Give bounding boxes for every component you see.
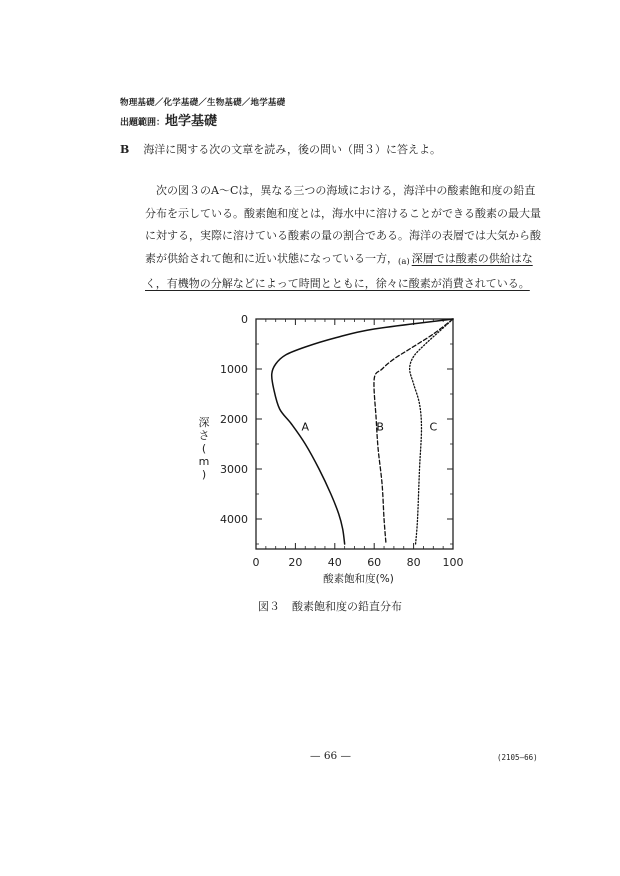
underlined-text-1: 深層では酸素の供給はな	[411, 251, 533, 265]
underline-tag-a: (a)	[398, 256, 410, 267]
question-letter: B	[120, 143, 130, 156]
passage-line-2: 分布を示している。酸素飽和度とは，海水中に溶けることができる酸素の最大量	[145, 206, 541, 220]
x-tick-label: 60	[367, 556, 382, 569]
x-tick-label: 40	[327, 556, 342, 569]
scope-label: 出題範囲：	[120, 118, 166, 128]
subjects-header: 物理基礎／化学基礎／生物基礎／地学基礎	[120, 98, 286, 108]
page-code: (2105—66)	[497, 753, 538, 762]
plot-frame	[256, 319, 453, 549]
x-tick-label: 20	[288, 556, 303, 569]
y-tick-label: 1000	[220, 363, 248, 376]
y-tick-label: 4000	[220, 513, 248, 526]
series-label-A: A	[301, 420, 310, 434]
y-axis-label: 深さ( m )	[198, 416, 210, 481]
passage-line-5: く，有機物の分解などによって時間とともに，徐々に酸素が消費されている。	[145, 277, 530, 291]
x-tick-label: 80	[406, 556, 421, 569]
figure-caption	[258, 598, 402, 614]
figure-number: 図３	[258, 600, 280, 613]
y-tick-label: 2000	[220, 413, 248, 426]
x-axis-label: 酸素飽和度(%)	[323, 573, 394, 585]
x-tick-label: 0	[252, 556, 260, 569]
series-label-B: B	[376, 420, 384, 434]
figure-title: 酸素飽和度の鉛直分布	[292, 600, 402, 613]
scope-value: 地学基礎	[165, 114, 218, 129]
series-line-A	[272, 319, 453, 544]
x-tick-label: 100	[442, 556, 464, 569]
passage-line-4-plain: 素が供給されて飽和に近い状態になっている一方，	[145, 251, 398, 265]
passage-line-1: 次の図３のA～Cは，異なる三つの海域における，海洋中の酸素飽和度の鉛直	[156, 184, 536, 197]
question-intro: 海洋に関する次の文章を読み，後の問い（問３）に答えよ。	[143, 143, 441, 156]
series-label-C: C	[429, 420, 438, 434]
y-tick-label: 0	[241, 313, 248, 326]
passage-line-3: に対する，実際に溶けている酸素の量の割合である。海洋の表層では大気から酸	[145, 229, 541, 243]
page-number: — 66 —	[310, 750, 352, 762]
y-tick-label: 3000	[220, 463, 248, 476]
series-line-B	[374, 319, 453, 544]
